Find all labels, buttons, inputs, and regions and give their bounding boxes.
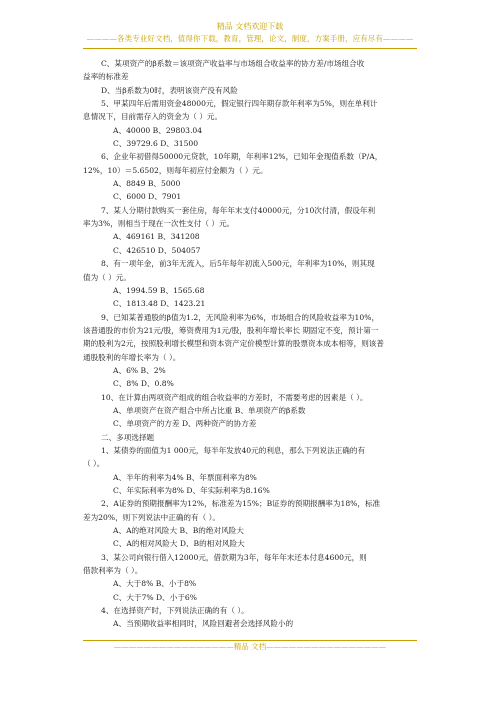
option-line: C、39729.6 D、31500 — [113, 139, 199, 149]
section-heading: 二、多项选择题 — [101, 432, 155, 442]
text-line: 率为3%，则相当于现在一次性支付（ ）元。 — [83, 219, 235, 229]
text-line: 息情况下，目前需存入的资金为（ ）元。 — [83, 112, 223, 122]
option-line: C、426510 D、504057 — [113, 245, 201, 255]
header-subtitle: ————各类专业好文档，值得你下载，教育，管理，论文，制度，方案手册，应有尽有———— — [86, 34, 414, 43]
text-line: 该普通股的市价为21元/股，筹资费用为1元/股，股利年增长率长 期固定不变，预计第一 — [83, 325, 379, 335]
question-9: 9、已知某普通股的β值为1.2，无风险利率为6%，市场组合的风险收益率为10%， — [101, 312, 380, 322]
text-line: 通股股利的年增长率为（ ）。 — [83, 352, 181, 362]
text-line: 期的股利为2元，按照股利增长模型和资本资产定价模型计算的股票资本成本相等，则该普 — [83, 339, 384, 349]
footer-text: ————————————————精品 文档———————————————— — [113, 642, 387, 651]
question-10: 10、在计算由两项资产组成的组合收益率的方差时，不需要考虑的因素是（ ）。 — [101, 392, 368, 402]
question-5: 5、甲某四年后需用资金48000元，假定银行四年期存款年利率为5%，则在单利计 — [101, 99, 378, 109]
text-line: D、当β系数为0时，表明该资产没有风险 — [101, 85, 238, 95]
option-line: A、半年的利率为4% B、年票面利率为8% — [113, 472, 257, 482]
option-line: C、8% D、0.8% — [113, 379, 174, 389]
text-line: 12%，10）＝5.6502，则每年初应付金额为（ ）元。 — [83, 165, 268, 175]
option-line: A、469161 B、341208 — [113, 232, 200, 242]
option-line: A、8849 B、5000 — [113, 179, 181, 189]
header-title: 精品 文档欢迎下载 — [216, 22, 284, 31]
option-line: A、当预期收益率相同时，风险回避者会选择风险小的 — [113, 619, 294, 629]
option-line: C、年实际利率为8% D、年实际利率为8.16% — [113, 486, 270, 495]
text-line: C、某项资产的β系数＝该项资产收益率与市场组合收益率的协方差/市场组合收 — [101, 59, 365, 68]
question-7: 7、某人分期付款购买一套住房，每年年末支付40000元，分10次付清，假设年利 — [101, 205, 376, 215]
option-line: C、A的相对风险大 D、B的相对风险大 — [113, 539, 245, 549]
option-line: A、A的绝对风险大 B、B的绝对风险大 — [113, 526, 244, 536]
mc-question-4: 4、在选择资产时，下列说法正确的有（ ）。 — [101, 606, 249, 616]
text-line: 值为（ ）元。 — [83, 272, 131, 282]
question-6: 6、企业年初借得50000元贷款，10年期，年利率12%，已知年金现值系数（P/A， — [101, 152, 383, 162]
text-line: 差为20%，则下列说法中正确的有（ ）。 — [83, 512, 220, 522]
option-line: A、40000 B、29803.04 — [113, 125, 203, 135]
mc-question-1: 1、某债券的面值为1 000元，每半年发放40元的利息，那么下列说法正确的有 — [101, 445, 366, 455]
option-line: C、1813.48 D、1423.21 — [113, 299, 206, 309]
option-line: A、1994.59 B、1565.68 — [113, 285, 205, 295]
text-line: 借款利率为（ ）。 — [83, 566, 143, 576]
option-line: A、单项资产在资产组合中所占比重 B、单项资产的β系数 — [113, 405, 306, 415]
option-line: C、单项资产的方差 D、两种资产的协方差 — [113, 419, 257, 429]
option-line: A、6% B、2% — [113, 365, 166, 375]
header-rule — [83, 48, 417, 49]
option-line: C、大于7% D、小于6% — [113, 592, 197, 602]
text-line: （ ）。 — [83, 459, 105, 469]
mc-question-3: 3、某公司向银行借入12000元，借款期为3年，每年年末还本付息4600元，则 — [101, 552, 367, 562]
option-line: A、大于8% B、小于8% — [113, 579, 197, 589]
question-8: 8、有一项年金，前3年无流入，后5年每年初流入500元，年利率为10%，则其现 — [101, 259, 375, 269]
option-line: C、6000 D、7901 — [113, 192, 182, 202]
text-line: 益率的标准差 — [83, 72, 129, 82]
mc-question-2: 2、A证券的预期报酬率为12%，标准差为15%；B证券的预期报酬率为18%，标准 — [101, 499, 381, 509]
document-body — [83, 57, 421, 631]
